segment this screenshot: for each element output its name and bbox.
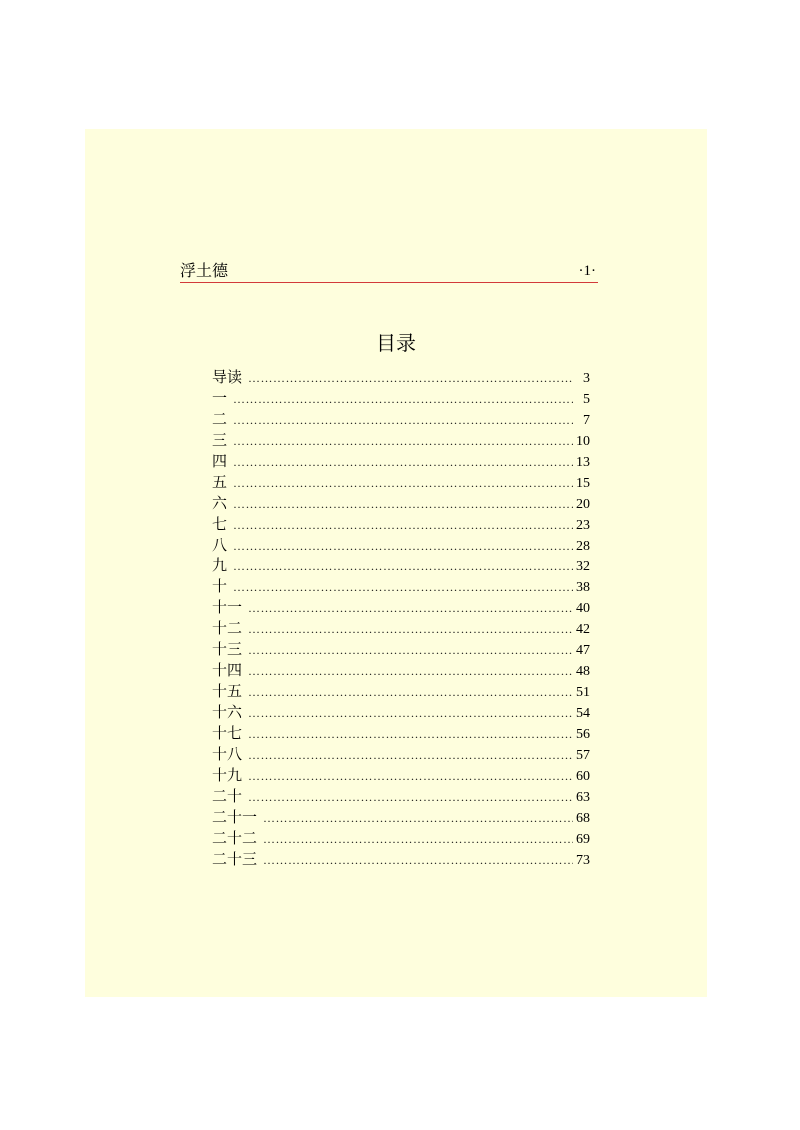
toc-entry-page: 60 [576, 768, 590, 784]
toc-leader-dots [233, 431, 573, 451]
toc-entry-label: 十五 [212, 682, 243, 701]
toc-entry-page: 51 [576, 685, 590, 701]
toc-leader-dots [248, 368, 573, 388]
toc-entry-page: 54 [576, 706, 590, 721]
toc-entry-page: 63 [576, 789, 590, 805]
toc-entry[interactable] [212, 765, 590, 786]
toc-leader-dots [233, 556, 573, 576]
toc-entry[interactable] [212, 786, 590, 807]
toc-entry-page: 5 [583, 391, 590, 407]
toc-leader-dots [248, 640, 573, 660]
toc-entry[interactable] [212, 493, 590, 514]
toc-leader-dots [248, 703, 573, 723]
toc-entry-page: 32 [576, 559, 590, 575]
toc-entry-label: 十 [212, 577, 228, 596]
toc-entry-label: 三 [212, 430, 228, 449]
toc-entry-page: 69 [576, 831, 590, 847]
toc-entry-label: 六 [212, 493, 228, 512]
toc-leader-dots [233, 577, 573, 597]
toc-entry-page: 40 [576, 601, 590, 617]
toc-leader-dots [248, 619, 573, 639]
toc-entry[interactable] [212, 597, 590, 618]
toc-entry-page: 38 [576, 580, 590, 596]
toc-entry-page: 28 [576, 538, 590, 554]
toc-entry-page: 20 [576, 496, 590, 512]
toc-entry[interactable] [212, 660, 590, 681]
toc-entry-label: 十六 [212, 703, 243, 721]
toc-entry[interactable] [212, 472, 590, 493]
toc-leader-dots [263, 808, 573, 828]
toc-entry-page: 23 [576, 517, 590, 533]
toc-entry-page: 3 [583, 371, 590, 386]
toc-entry-page: 15 [576, 475, 590, 491]
toc-entry[interactable] [212, 514, 590, 535]
toc-leader-dots [248, 787, 573, 807]
toc-entry-label: 二十一 [212, 807, 258, 826]
toc-entry[interactable] [212, 555, 590, 576]
toc-entry[interactable] [212, 681, 590, 702]
toc-entry-label: 二十 [212, 786, 243, 805]
toc-leader-dots [263, 850, 573, 870]
toc-entry-label: 十四 [212, 661, 243, 680]
toc-heading: 目录 [376, 331, 416, 355]
toc-entry-label: 导读 [212, 368, 243, 386]
toc-leader-dots [233, 389, 573, 409]
toc-entry-page: 57 [576, 747, 590, 763]
toc-leader-dots [233, 410, 573, 430]
toc-entry-label: 十九 [212, 765, 243, 784]
toc-entry[interactable] [212, 388, 590, 409]
toc-entry-label: 七 [212, 514, 228, 533]
toc-entry-label: 十二 [212, 619, 243, 638]
running-header [180, 262, 598, 283]
toc-leader-dots [248, 766, 573, 786]
toc-entry[interactable] [212, 744, 590, 765]
document-page [85, 129, 707, 997]
toc-entry-page: 7 [583, 412, 590, 428]
toc-entry[interactable] [212, 618, 590, 639]
toc-leader-dots [263, 829, 573, 849]
toc-entry-label: 二十二 [212, 828, 258, 847]
toc-entry[interactable] [212, 849, 590, 870]
toc-entry[interactable] [212, 828, 590, 849]
toc-entry-label: 二 [212, 409, 228, 428]
toc-entry-page: 48 [576, 664, 590, 680]
toc-entry-page: 56 [576, 726, 590, 742]
toc-entry-label: 五 [212, 472, 228, 491]
toc-entry[interactable] [212, 702, 590, 723]
toc-entry-label: 四 [212, 451, 228, 470]
toc-entry-label: 八 [212, 535, 228, 554]
toc-leader-dots [233, 536, 573, 556]
toc-entry-label: 十三 [212, 640, 243, 659]
toc-entry-page: 47 [576, 643, 590, 659]
toc-entry-label: 二十三 [212, 849, 258, 868]
toc-entry-label: 九 [212, 556, 228, 575]
toc-leader-dots [248, 745, 573, 765]
book-title: 浮土德 [180, 261, 229, 280]
toc-entry[interactable] [212, 451, 590, 472]
toc-entry[interactable] [212, 639, 590, 660]
toc-entry-page: 13 [576, 454, 590, 470]
toc-entry-page: 73 [576, 852, 590, 868]
toc-entry[interactable] [212, 535, 590, 556]
toc-entry-page: 42 [576, 622, 590, 638]
toc-entry-label: 一 [212, 388, 228, 407]
toc-leader-dots [233, 473, 573, 493]
table-of-contents [212, 367, 590, 870]
toc-leader-dots [248, 661, 573, 681]
toc-entry[interactable] [212, 430, 590, 451]
toc-leader-dots [233, 452, 573, 472]
toc-leader-dots [248, 682, 573, 702]
toc-entry[interactable] [212, 367, 590, 388]
toc-entry[interactable] [212, 409, 590, 430]
toc-leader-dots [233, 494, 573, 514]
toc-entry[interactable] [212, 576, 590, 597]
toc-entry-page: 10 [576, 433, 590, 449]
toc-leader-dots [248, 598, 573, 618]
toc-entry-page: 68 [576, 810, 590, 826]
toc-entry-label: 十七 [212, 723, 243, 742]
toc-leader-dots [233, 515, 573, 535]
toc-entry[interactable] [212, 723, 590, 744]
page-number: ·1· [578, 263, 596, 279]
toc-entry[interactable] [212, 807, 590, 828]
toc-entry-label: 十一 [212, 598, 243, 617]
toc-leader-dots [248, 724, 573, 744]
toc-entry-label: 十八 [212, 744, 243, 763]
